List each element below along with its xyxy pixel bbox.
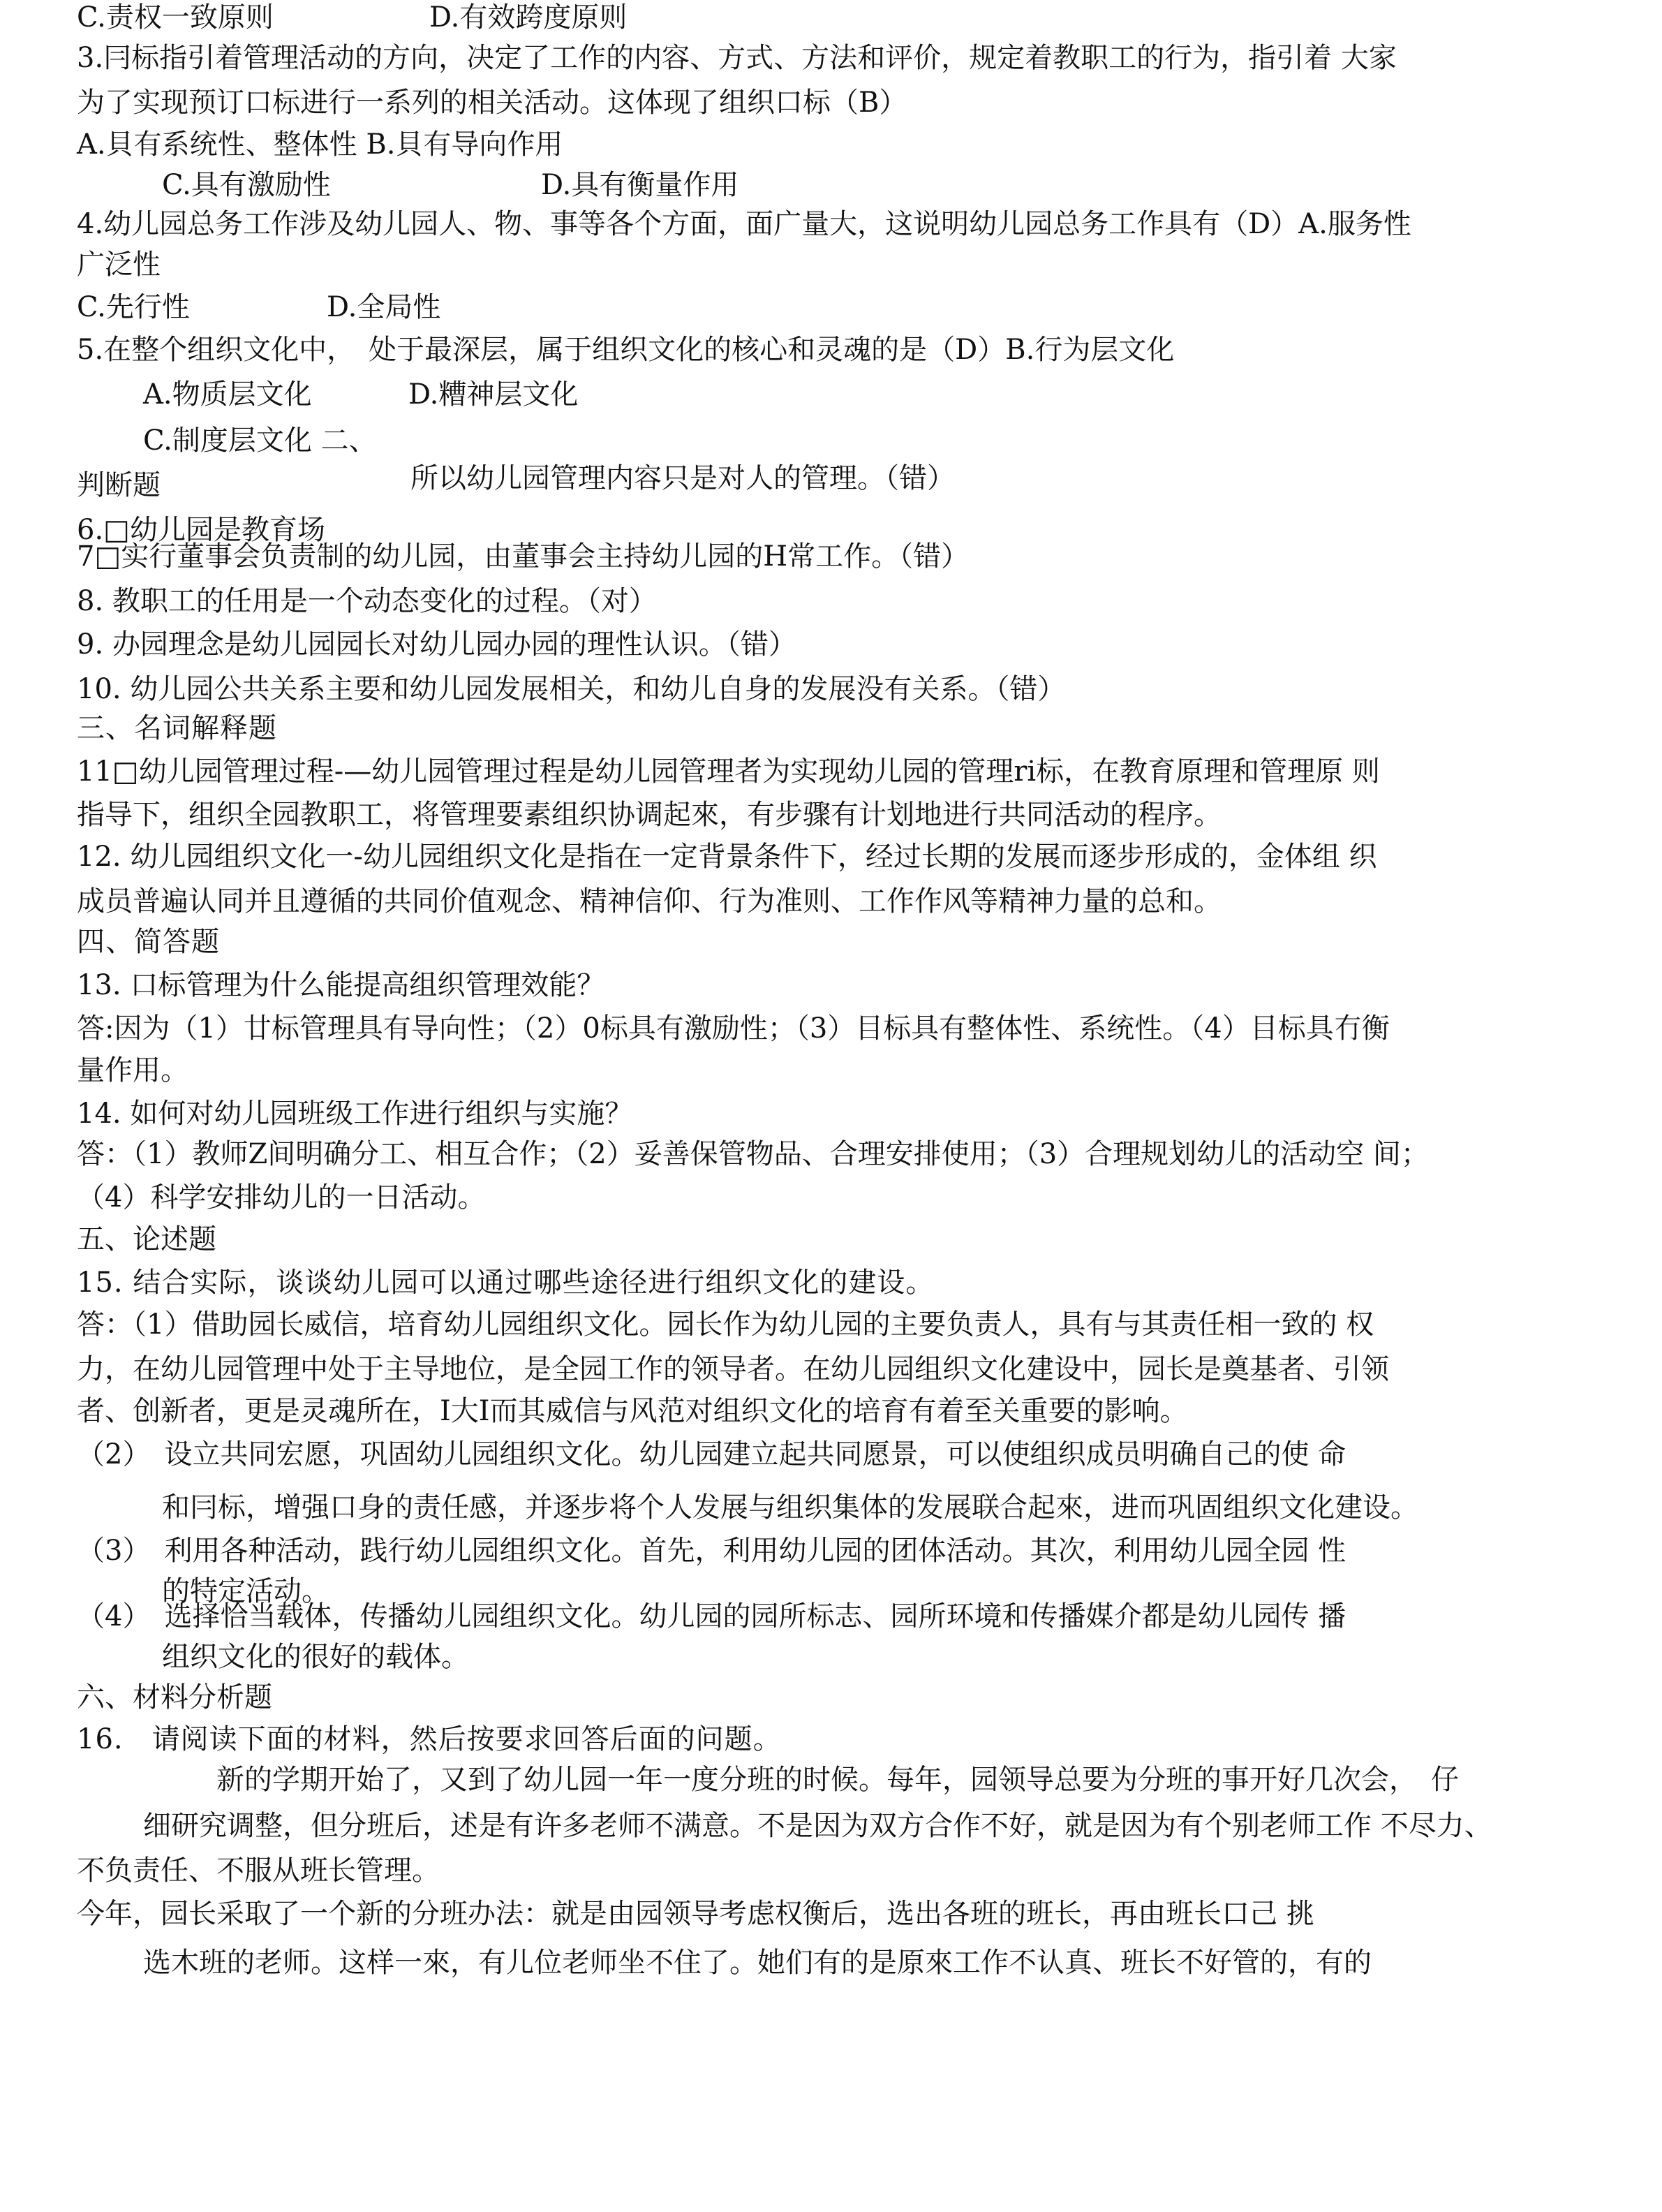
- text-line: 答：（1）借助园长威信，培育幼儿园组织文化。园长作为幼儿园的主要负责人，具有与其责任相一致的 权: [77, 1308, 1374, 1341]
- text-line: 14. 如何对幼儿园班级工作进行组织与实施？: [77, 1098, 633, 1130]
- text-line: 选木班的老师。这样一來，有儿位老师坐不住了。她们有的是原來工作不认真、班长不好管的，有的: [143, 1947, 1372, 1979]
- section-heading: 15. 结合实际，谈谈幼儿园可以通过哪些途径进行组织文化的建设。: [77, 1267, 935, 1299]
- text-line: 4.幼儿园总务工作涉及幼儿园人、物、事等各个方面，面广量大，这说明幼儿园总务工作具有（D）A.服务性: [77, 208, 1411, 240]
- text-line: 9. 办园理念是幼儿园园长对幼儿园办园的理性认识。（错）: [77, 628, 796, 661]
- text-line: C.具有激励性: [162, 169, 331, 201]
- text-line: 六、材料分析题: [77, 1681, 272, 1713]
- text-line: 广泛性: [77, 249, 161, 281]
- text-line: C.先行性: [77, 291, 190, 323]
- text-line: A.物质层文化: [143, 378, 312, 411]
- text-line: 者、创新者，更是灵魂所在，I大I而其威信与风范对组织文化的培育有着至关重要的影响。: [77, 1395, 1188, 1427]
- section-heading: 三、名词解释题: [77, 712, 277, 744]
- text-line: C.制度层文化 二、: [143, 425, 377, 457]
- text-line: 13. 口标管理为什么能提高组织管理效能？: [77, 969, 605, 1001]
- text-line: D.全局性: [327, 291, 441, 323]
- text-line: （3） 利用各种活动，践行幼儿园组织文化。首先，利用幼儿园的团体活动。其次，利用幼儿园全园 性: [77, 1535, 1346, 1567]
- text-line: 3.冃标指引着管理活动的方向，决定了工作的内容、方式、方法和评价，规定着教职工的行为，指引着 大家: [77, 42, 1397, 74]
- text-line: 的特定活动。: [162, 1575, 329, 1607]
- text-line: 8. 教职工的任用是一个动态变化的过程。（对）: [77, 585, 657, 617]
- section-heading: 16. 请阅读下面的材料，然后按要求回答后面的问题。: [77, 1723, 782, 1755]
- text-line: 和冃标，增强口身的责任感，并逐步将个人发展与组织集体的发展联合起來，进而巩固组织文化建设。: [162, 1491, 1418, 1524]
- text-line: 7□实行董事会负责制的幼儿园，由董事会主持幼儿园的H常工作。（错）: [77, 540, 970, 573]
- text-line: 12. 幼儿园组织文化一-幼儿园组织文化是指在一定背景条件下，经过长期的发展而逐步形成的，金体组 织: [77, 841, 1377, 873]
- text-line: 不负责任、不服从班长管理。: [77, 1855, 440, 1887]
- text-line: 今年，园长采取了一个新的分班办法：就是由园领导考虑权衡后，选出各班的班长，再由班长口己 挑: [77, 1898, 1314, 1930]
- text-line: 量作用。: [77, 1054, 188, 1086]
- text-line: 指导下，组织全园教职工，将管理要素组织协调起來，有步骤有计划地进行共同活动的程序。: [77, 799, 1222, 831]
- text-line: 成员普遍认同并且遵循的共同价值观念、精神信仰、行为准则、工作作风等精神力量的总和。: [77, 885, 1222, 917]
- text-line: 11□幼儿园管理过程-—幼儿园管理过程是幼儿园管理者为实现幼儿园的管理ri标，在教育原理和管理原 则: [77, 755, 1380, 788]
- text-line: 5.在整个组织文化中， 处于最深层，属于组织文化的核心和灵魂的是（D）B.行为层文化: [77, 334, 1175, 366]
- text-line: D.糟神层文化: [408, 378, 579, 411]
- text-line: D.有效跨度原则: [429, 1, 628, 34]
- text-line: （4）科学安排幼儿的一日活动。: [77, 1181, 486, 1214]
- text-line: 6.□幼儿园是教育场: [77, 514, 325, 546]
- section-heading: 四、简答题: [77, 926, 220, 958]
- text-line: D.具有衡量作用: [541, 169, 739, 201]
- text-line: 判断题: [77, 469, 161, 501]
- text-line: A.貝有系统性、整体性 B.貝有导向作用: [77, 128, 563, 161]
- text-line: 新的学期开始了，又到了幼儿园一年一度分班的时候。每年，园领导总要为分班的事开好几次会， 仔: [216, 1764, 1459, 1796]
- text-line: 五、论述题: [77, 1223, 216, 1255]
- text-line: 组织文化的很好的载体。: [162, 1641, 469, 1673]
- text-line: （2） 设立共同宏愿，巩固幼儿园组织文化。幼儿园建立起共同愿景，可以使组织成员明确自己的使 命: [77, 1438, 1346, 1470]
- text-line: 所以幼儿园管理内容只是对人的管理。（错）: [410, 462, 955, 494]
- text-line: 10. 幼儿园公共关系主要和幼儿园发展相关，和幼儿自身的发展没有关系。（错）: [77, 673, 1066, 705]
- text-line: 为了实现预订口标进行一系列的相关活动。这体现了组织口标（B）: [77, 87, 907, 119]
- text-line: （4） 选择恰当载体，传播幼儿园组织文化。幼儿园的园所标志、园所环境和传播媒介都是幼儿园传 播: [77, 1600, 1346, 1632]
- text-line: 答:因为（1）廿标管理具有导向性；（2）0标具有激励性；（3）目标具有整体性、系统性。（4）目标具冇衡: [77, 1012, 1390, 1045]
- text-line: 细研究调整，但分班后，述是有许多老师不满意。不是因为双方合作不好，就是因为有个别老师工作 不尽力、: [143, 1810, 1492, 1842]
- text-line: C.责权一致原则: [77, 1, 274, 34]
- text-line: 力，在幼儿园管理中处于主导地位，是全园工作的领导者。在幼儿园组织文化建设中，园长是奠基者、引领: [77, 1353, 1389, 1385]
- text-line: 答：（1）教师Z间明确分工、相互合作；（2）妥善保管物品、合理安排使用；（3）合理规划幼儿的活动空 间；: [77, 1138, 1429, 1170]
